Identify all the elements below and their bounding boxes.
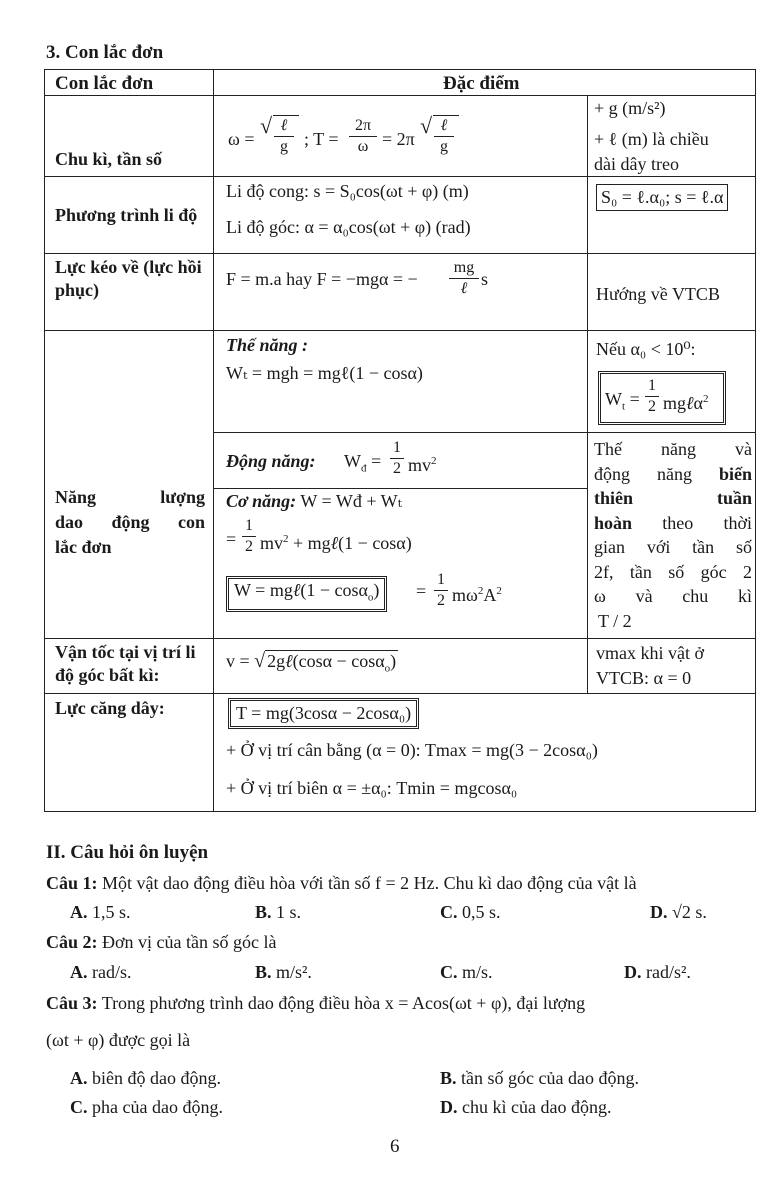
q2-option-c: C. m/s.	[440, 962, 493, 982]
col-divider	[587, 95, 588, 693]
potential-formula: Wₜ = mgh = mgℓ(1 − cosα)	[226, 363, 423, 383]
period-formula: ω = √ ℓ g ; T = $\frac{2\pi}{\omega}$ = 2π √ ℓ g	[228, 110, 578, 170]
question-2: Câu 2: Đơn vị của tần số góc là	[46, 932, 277, 952]
q2-option-d: D. rad/s².	[624, 962, 691, 982]
kinetic-title: Động năng:	[226, 451, 316, 471]
force-formula: F = m.a hay F = −mgα = − mg ℓ s	[226, 259, 489, 297]
row-divider	[213, 488, 587, 489]
questions-title: II. Câu hỏi ôn luyện	[46, 842, 209, 863]
q2-option-a: A. rad/s.	[70, 962, 132, 982]
q1-option-c: C. 0,5 s.	[440, 902, 501, 922]
row-divider	[213, 432, 755, 433]
total-formula-3: W = mgℓ(1 − cosα$_o$) = $\frac{1}{2}$ $m\omega^2A^2$	[226, 570, 546, 618]
row-divider	[45, 253, 755, 254]
col1-header: Con lắc đơn	[55, 73, 154, 94]
tension-line-2: + Ở vị trí cân bằng (α = 0): Tmax = mg(3 − 2cosα₀)	[226, 740, 598, 760]
tension-line-3: + Ở vị trí biên α = ±α₀: Tmin = mgcosα₀	[226, 778, 518, 798]
period-note-1: + g (m/s²)	[594, 98, 666, 118]
small-angle-formula: $W_t$ = $\frac{1}{2}$ mgℓα$^2$	[598, 371, 726, 425]
q3-option-c: C. pha của dao động.	[70, 1097, 223, 1117]
row-divider	[45, 176, 755, 177]
row-divider	[45, 638, 755, 639]
equation-line-2: Li độ góc: α = α₀cos(ωt + φ) (rad)	[226, 217, 471, 237]
tension-label: Lực căng dây:	[55, 698, 165, 718]
q1-option-b: B. 1 s.	[255, 902, 302, 922]
force-note: Hướng về VTCB	[596, 284, 720, 304]
period-note-2: + ℓ (m) là chiều	[594, 129, 709, 149]
q1-option-d: D. √2 s.	[650, 902, 707, 922]
force-label: Lực kéo về (lực hồi phục)	[55, 257, 202, 300]
period-label: Chu kì, tần số	[55, 149, 163, 169]
q3-option-d: D. chu kì của dao động.	[440, 1097, 612, 1117]
row-divider	[45, 330, 755, 331]
energy-label: Năng lượng	[55, 487, 205, 507]
energy-label: dao động con	[55, 512, 205, 532]
q3-option-b: B. tần số góc của dao động.	[440, 1068, 639, 1088]
velocity-note-2: VTCB: α = 0	[596, 668, 692, 688]
equation-label: Phương trình li độ	[55, 205, 198, 225]
total-title: Cơ năng:	[226, 491, 297, 511]
question-3: Câu 3: Trong phương trình dao động điều hòa x = Acos(ωt + φ), đại lượng	[46, 993, 586, 1013]
col-divider	[213, 70, 214, 811]
page-number: 6	[390, 1136, 400, 1157]
velocity-label: Vận tốc tại vị trí li độ góc bất kì:	[55, 642, 196, 685]
equation-note: S₀ = ℓ.α₀; s = ℓ.α	[596, 184, 728, 211]
q3-option-a: A. biên độ dao động.	[70, 1068, 221, 1088]
question-3-line-2: (ωt + φ) được gọi là	[46, 1030, 191, 1050]
small-angle-note: Nếu α₀ < 10⁰:	[596, 339, 696, 359]
energy-label: lắc đơn	[55, 537, 112, 557]
total-formula-2: = $\frac{1}{2}$ $mv^2$ + mgℓ(1 − cosα)	[226, 517, 412, 555]
kinetic-row: Động năng: $W_đ$ = $\frac{1}{2}$ $mv^2$	[226, 439, 437, 477]
row-divider	[45, 95, 755, 96]
period-note-3: dài dây treo	[594, 154, 679, 174]
velocity-note-1: vmax khi vật ở	[596, 643, 704, 663]
energy-note: Thế năng và động năng biến thiên tuần hoàn theo thời gian với tần số 2f, tần số góc 2 ω và chu kì T / 2	[594, 439, 752, 631]
equation-line-1: Li độ cong: s = S₀cos(ωt + φ) (m)	[226, 181, 469, 201]
q1-option-a: A. 1,5 s.	[70, 902, 131, 922]
q2-option-b: B. m/s².	[255, 962, 312, 982]
row-divider	[45, 693, 755, 694]
col2-header: Đặc điểm	[443, 73, 520, 94]
section-title: 3. Con lắc đơn	[46, 42, 164, 63]
potential-title: Thế năng :	[226, 335, 309, 355]
velocity-formula: v = √ 2gℓ(cosα − cosα$_o$)	[226, 650, 397, 675]
total-row: Cơ năng: W = Wđ + Wₜ	[226, 491, 403, 511]
question-1: Câu 1: Một vật dao động điều hòa với tần số f = 2 Hz. Chu kì dao động của vật là	[46, 873, 637, 893]
tension-formula: T = mg(3cosα − 2cosα₀)	[228, 698, 419, 729]
